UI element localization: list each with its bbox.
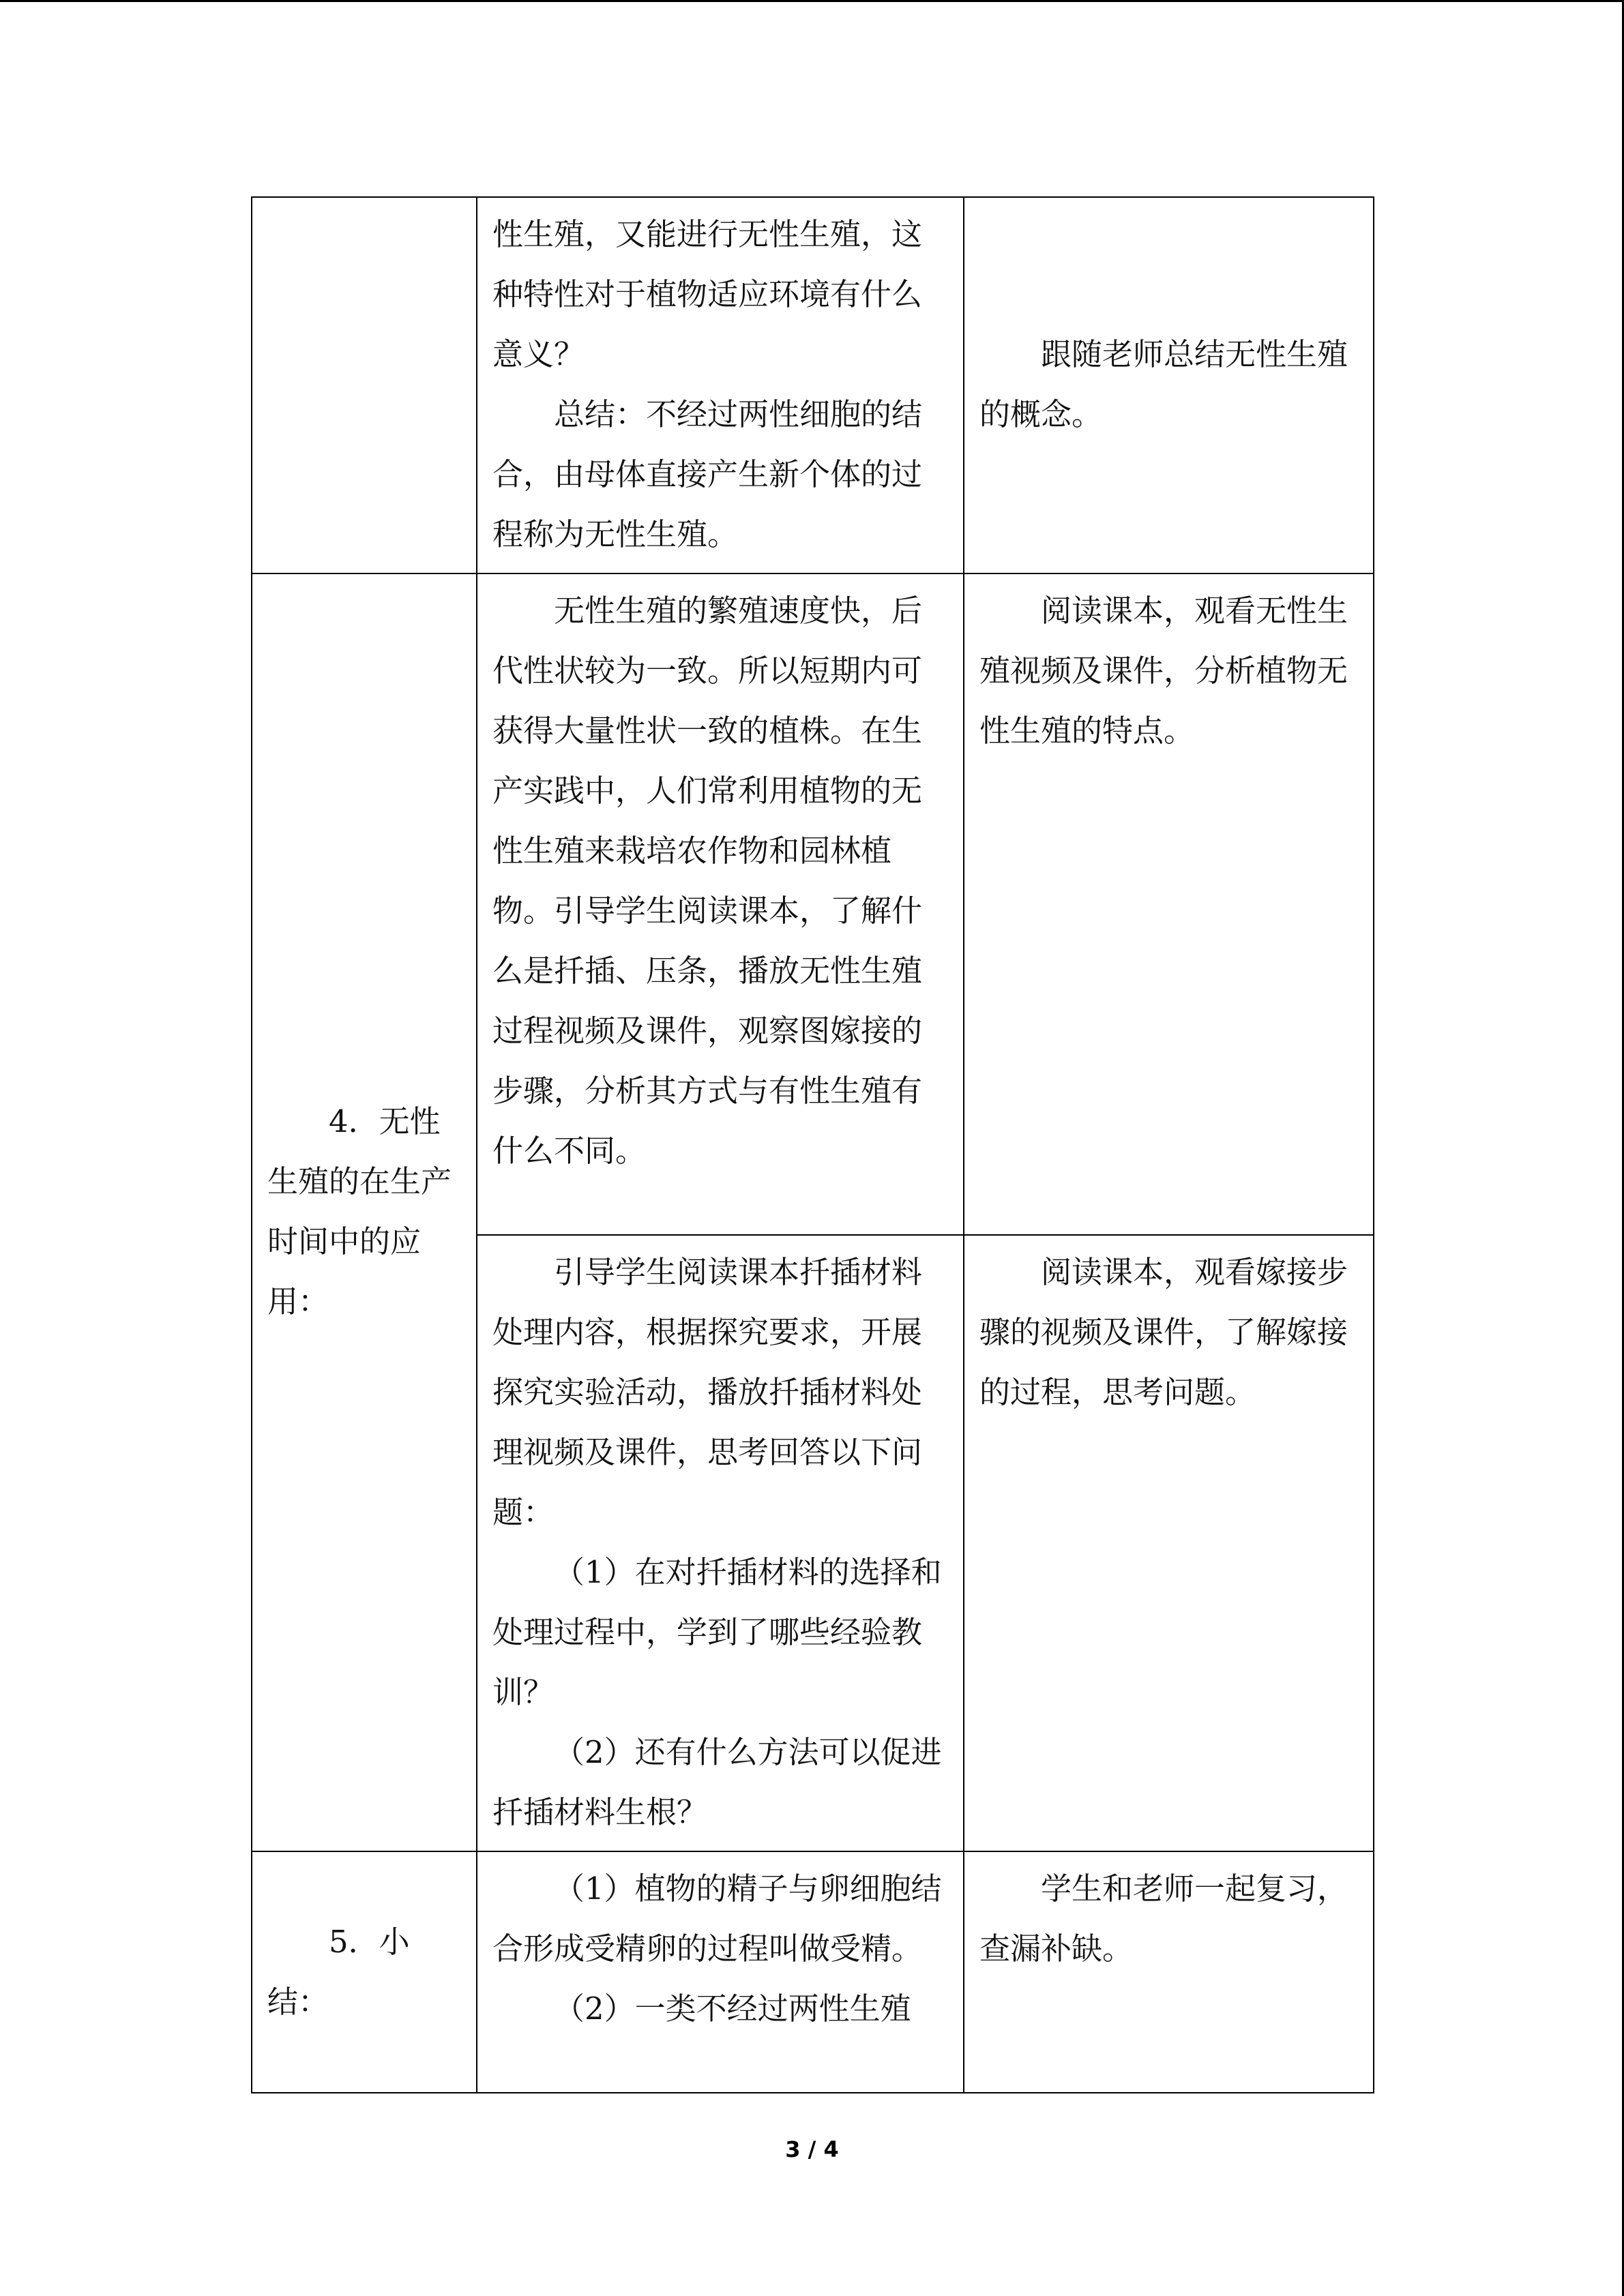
student-paragraph: 阅读课本，观看嫁接步骤的视频及课件，了解嫁接的过程，思考问题。	[979, 1254, 1348, 1410]
stage-label: 4．无性生殖的在生产时间中的应用：	[267, 1103, 452, 1320]
teacher-paragraph: （1）植物的精子与卵细胞结合形成受精卵的过程叫做受精。	[492, 1870, 942, 1967]
stage-cell	[252, 573, 477, 1851]
teacher-activity-cell	[477, 197, 964, 573]
teacher-paragraph: （2）一类不经过两性生殖	[554, 1991, 911, 2027]
student-paragraph: 学生和老师一起复习，查漏补缺。	[979, 1870, 1348, 1967]
student-paragraph: 阅读课本，观看无性生殖视频及课件，分析植物无性生殖的特点。	[979, 593, 1348, 749]
lesson-plan-table	[251, 196, 1374, 2093]
student-activity-cell	[964, 197, 1374, 573]
teacher-activity-cell	[477, 1851, 964, 2093]
teacher-activity-cell	[477, 573, 964, 1235]
student-activity-cell	[964, 1851, 1374, 2093]
stage-label: 5．小结：	[267, 1924, 410, 2020]
teacher-activity-cell	[477, 1235, 964, 1851]
table-row	[252, 197, 1374, 573]
student-paragraph: 跟随老师总结无性生殖的概念。	[979, 336, 1348, 432]
student-activity-cell	[964, 1235, 1374, 1851]
teacher-paragraph: （2）还有什么方法可以促进扦插材料生根？	[492, 1734, 942, 1830]
stage-cell	[252, 197, 477, 573]
teacher-paragraph: （1）在对扦插材料的选择和处理过程中，学到了哪些经验教训？	[492, 1554, 942, 1710]
page-number: 3 / 4	[785, 2136, 839, 2162]
stage-cell	[252, 1851, 477, 2093]
page-top-rule	[0, 0, 1624, 2]
teacher-paragraph: 无性生殖的繁殖速度快，后代性状较为一致。所以短期内可获得大量性状一致的植株。在生产实践中，人们常利用植物的无性生殖来栽培农作物和园林植物。引导学生阅读课本，了解什么是扦插、压条，播放无性生殖过程视频及课件，观察图嫁接的步骤，分析其方式与有性生殖有什么不同。	[492, 593, 923, 1169]
teacher-paragraph: 性生殖，又能进行无性生殖，这种特性对于植物适应环境有什么意义？	[492, 216, 923, 372]
student-activity-cell	[964, 573, 1374, 1235]
table-row	[252, 573, 1374, 1235]
teacher-paragraph: 总结：不经过两性细胞的结合，由母体直接产生新个体的过程称为无性生殖。	[492, 396, 923, 552]
table-row	[252, 1851, 1374, 2093]
teacher-paragraph: 引导学生阅读课本扦插材料处理内容，根据探究要求，开展探究实验活动，播放扦插材料处理视频及课件，思考回答以下问题：	[492, 1254, 923, 1530]
